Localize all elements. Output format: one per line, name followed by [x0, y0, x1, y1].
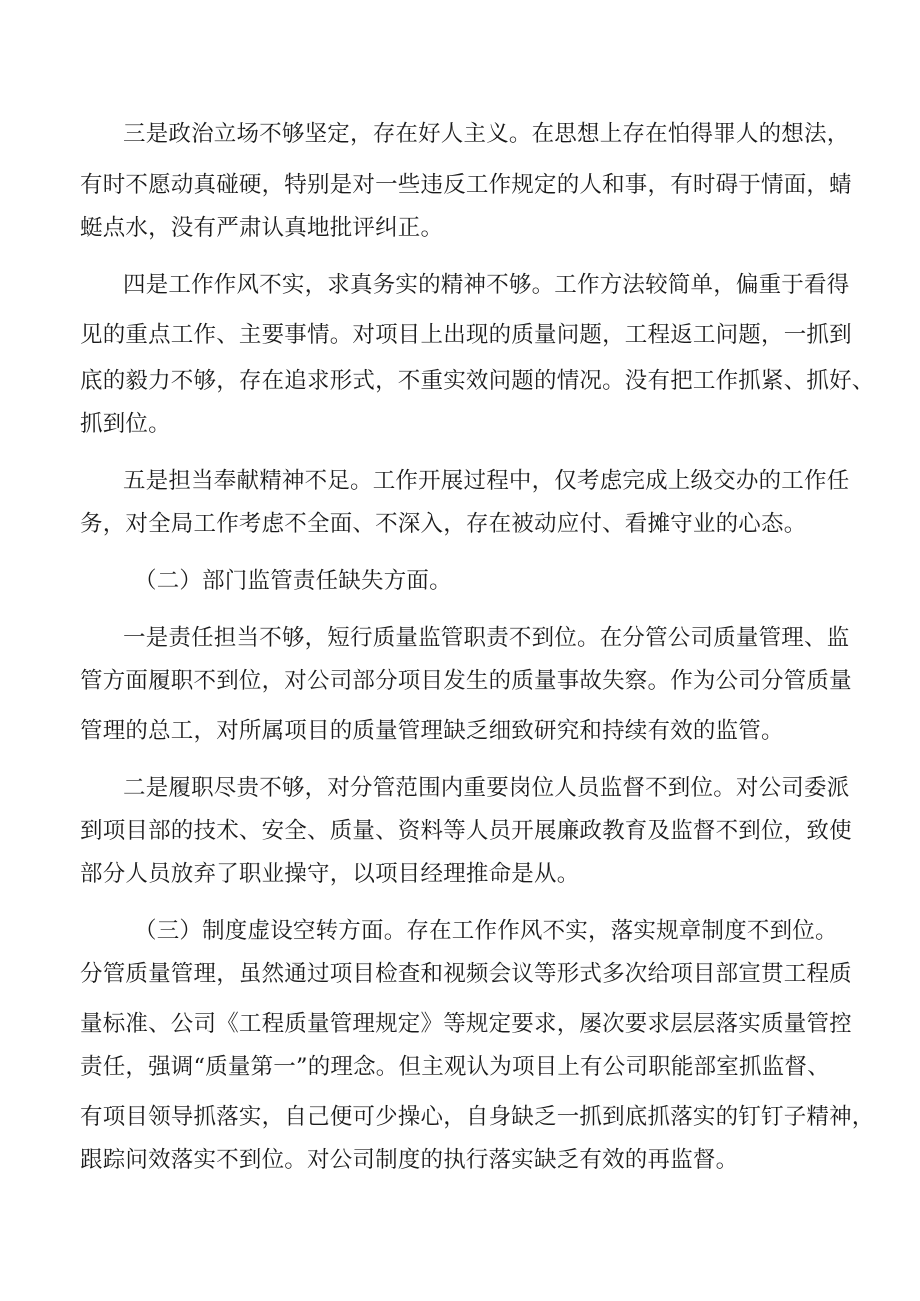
text-line: 抓到位。 [80, 411, 171, 437]
text-line: 蜓点水，没有严肃认真地批评纠正。 [80, 215, 444, 241]
text-line: 跟踪问效落实不到位。对公司制度的执行落实缺乏有效的再监督。 [80, 1147, 739, 1173]
text-line: 分管质量管理，虽然通过项目检查和视频会议等形式多次给项目部宣贯工程质 [80, 961, 852, 987]
text-line: 五是担当奉献精神不足。工作开展过程中，仅考虑完成上级交办的工作任 [123, 468, 850, 494]
text-line: 有项目领导抓落实，自己便可少操心，自身缺乏一抓到底抓落实的钉钉子精神， [80, 1104, 875, 1130]
section-heading: （二）部门监管责任缺失方面。 [134, 568, 452, 594]
text-line: 一是责任担当不够，短行质量监管职责不到位。在分管公司质量管理、监 [123, 625, 850, 651]
text-line: 有时不愿动真碰硬，特别是对一些违反工作规定的人和事，有时碍于情面，蜻 [80, 172, 852, 198]
text-line: 管方面履职不到位，对公司部分项目发生的质量事故失察。作为公司分管质量 [80, 668, 852, 694]
text-line: 三是政治立场不够坚定，存在好人主义。在思想上存在怕得罪人的想法， [123, 121, 850, 147]
text-line: 见的重点工作、主要事情。对项目上出现的质量问题，工程返工问题，一抓到 [80, 322, 852, 348]
text-line: 务，对全局工作考虑不全面、不深入，存在被动应付、看摊守业的心态。 [80, 511, 807, 537]
text-line: 量标准、公司《工程质量管理规定》等规定要求，屡次要求层层落实质量管控 [80, 1011, 852, 1037]
text-line: 责任，强调“质量第一”的理念。但主观认为项目上有公司职能部室抓监督、 [80, 1054, 830, 1080]
text-line: 到项目部的技术、安全、质量、资料等人员开展廉政教育及监督不到位，致使 [80, 818, 852, 844]
text-line: 四是工作作风不实，求真务实的精神不够。工作方法较简单，偏重于看得 [123, 272, 850, 298]
text-line: 管理的总工，对所属项目的质量管理缺乏细致研究和持续有效的监管。 [80, 718, 784, 744]
text-line: 部分人员放弃了职业操守，以项目经理推命是从。 [80, 861, 580, 887]
text-line: （三）制度虚设空转方面。存在工作作风不实，落实规章制度不到位。 [134, 918, 838, 944]
text-line: 底的毅力不够，存在追求形式，不重实效问题的情况。没有把工作抓紧、抓好、 [80, 368, 875, 394]
text-line: 二是履职尽贵不够，对分管范围内重要岗位人员监督不到位。对公司委派 [123, 775, 850, 801]
